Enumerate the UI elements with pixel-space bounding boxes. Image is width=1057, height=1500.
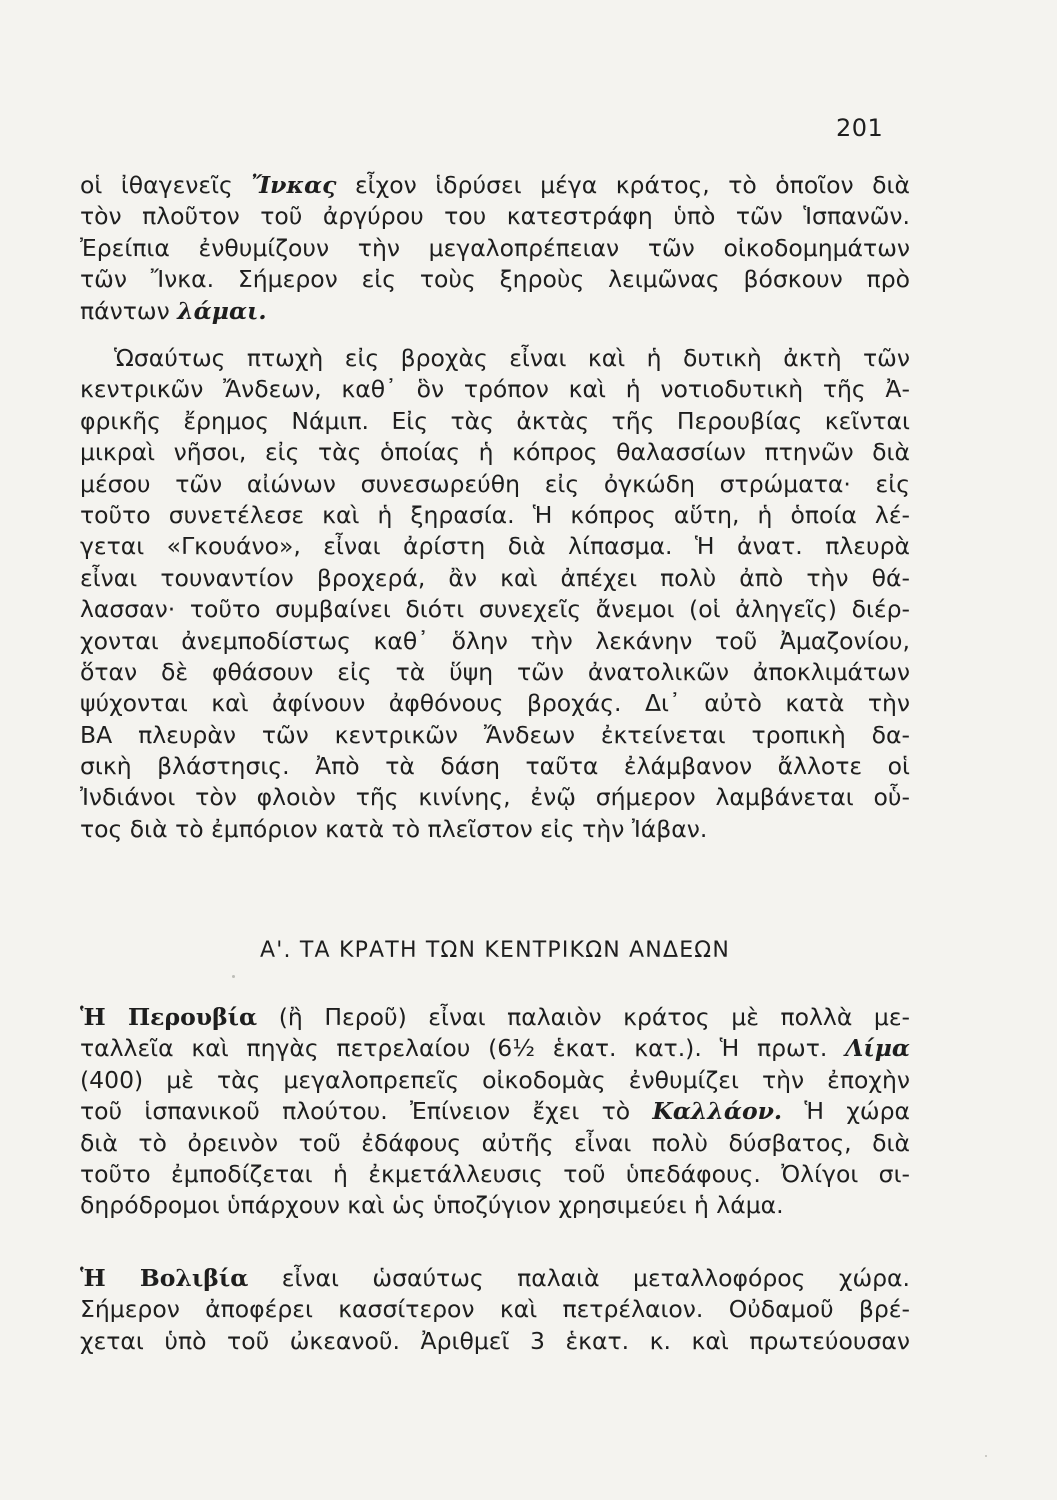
- text-line: [80, 1326, 910, 1357]
- text-line: [80, 1033, 910, 1064]
- text-line: [80, 563, 910, 594]
- text-line: [80, 500, 910, 531]
- text-run: εἶναι ὡσαύτως παλαιὰ μεταλλοφόρος χώρα.: [248, 1264, 911, 1292]
- paper-speck: [232, 975, 235, 978]
- text-run: χονται ἀνεμποδίστως καθ᾿ ὅλην τὴν λεκάνην τοῦ Ἀμαζονίου,: [80, 626, 910, 655]
- text-line: [80, 296, 910, 327]
- text-run: τοῦ ἱσπανικοῦ πλούτου. Ἐπίνειον ἔχει τὸ: [80, 1097, 653, 1126]
- page-number: 201: [836, 114, 884, 142]
- text-run: σικὴ βλάστησις. Ἀπὸ τὰ δάση ταῦτα ἐλάμβανον ἄλλοτε οἱ: [80, 752, 910, 781]
- text-run: εἶναι τουναντίον βροχερά, ἂν καὶ ἀπέχει πολὺ ἀπὸ τὴν θά-: [80, 563, 910, 592]
- text-line: [80, 720, 910, 751]
- emphasis-term: λάμαι.: [177, 296, 267, 325]
- text-line: [80, 626, 910, 657]
- text-run: ψύχονται καὶ ἀφίνουν ἀφθόνους βροχάς. Δι᾿ αὐτὸ κατὰ τὴν: [80, 689, 910, 718]
- text-run: τὸν πλοῦτον τοῦ ἀργύρου του κατεστράφη ὑπὸ τῶν Ἱσπανῶν.: [80, 202, 910, 231]
- text-run: χεται ὑπὸ τοῦ ὠκεανοῦ. Ἀριθμεῖ 3 ἑκατ. κ. καὶ πρωτεύουσαν: [80, 1326, 910, 1355]
- text-run: μικραὶ νῆσοι, εἰς τὰς ὁποίας ἡ κόπρος θαλασσίων πτηνῶν διὰ: [80, 438, 910, 467]
- text-line: [80, 1190, 910, 1221]
- emphasis-term: Καλλάον.: [652, 1097, 783, 1126]
- text-line: [80, 201, 910, 232]
- text-run: οἱ ἰθαγενεῖς: [80, 171, 252, 199]
- text-run: λασσαν· τοῦτο συμβαίνει διότι συνεχεῖς ἄνεμοι (οἱ ἀληγεῖς) διέρ-: [80, 595, 910, 624]
- text-line: [80, 1263, 910, 1294]
- text-run: δηρόδρομοι ὑπάρχουν καὶ ὡς ὑποζύγιον χρησιμεύει ἡ λάμα.: [80, 1191, 784, 1220]
- text-run: (ἢ Περοῦ) εἶναι παλαιὸν κράτος μὲ πολλὰ με-: [257, 1003, 911, 1031]
- text-run: Ὡσαύτως πτωχὴ εἰς βροχὰς εἶναι καὶ ἡ δυτικὴ ἀκτὴ τῶν: [114, 344, 910, 372]
- paragraph-peru: [80, 1002, 910, 1222]
- text-run: τοῦτο συνετέλεσε καὶ ἡ ξηρασία. Ἡ κόπρος αὕτη, ἡ ὁποία λέ-: [80, 500, 910, 529]
- text-line: [80, 233, 910, 264]
- text-line: [80, 374, 910, 405]
- text-line: [80, 1096, 910, 1127]
- text-run: εἶχον ἱδρύσει μέγα κράτος, τὸ ὁποῖον διὰ: [336, 171, 910, 199]
- text-line: [80, 1002, 910, 1033]
- paper-speck: [985, 1455, 987, 1457]
- text-line: [80, 1294, 910, 1325]
- emphasis-term: Ἴνκας: [251, 171, 337, 199]
- text-line: [80, 594, 910, 625]
- text-run: (400) μὲ τὰς μεγαλοπρεπεῖς οἰκοδομὰς ἐνθυμίζει τὴν ἐποχὴν: [80, 1065, 910, 1094]
- text-line: [80, 751, 910, 782]
- text-run: ταλλεῖα καὶ πηγὰς πετρελαίου (6½ ἑκατ. κατ.). Ἡ πρωτ.: [80, 1034, 846, 1063]
- text-run: Ἡ χώρα: [782, 1097, 910, 1126]
- text-run: Ἐρείπια ἐνθυμίζουν τὴν μεγαλοπρέπειαν τῶν οἰκοδομημάτων: [80, 233, 910, 262]
- text-run: τοῦτο ἐμποδίζεται ἡ ἐκμετάλλευσις τοῦ ὑπεδάφους. Ὀλίγοι σι-: [80, 1159, 910, 1188]
- text-line: [80, 406, 910, 437]
- paragraph-west-coast-dryness: [80, 343, 910, 845]
- text-line: [80, 264, 910, 295]
- emphasis-term: Λίμα: [845, 1034, 910, 1063]
- section-heading: Α'. ΤΑ ΚΡΑΤΗ ΤΩΝ ΚΕΝΤΡΙΚΩΝ ΑΝΔΕΩΝ: [260, 938, 730, 963]
- text-run: τῶν Ἴνκα. Σήμερον εἰς τοὺς ξηροὺς λειμῶνας βόσκουν πρὸ: [80, 265, 910, 294]
- text-line: [80, 1159, 910, 1190]
- text-line: [80, 688, 910, 719]
- paragraph-bolivia: [80, 1263, 910, 1357]
- text-line: [80, 437, 910, 468]
- text-run: Σήμερον ἀποφέρει κασσίτερον καὶ πετρέλαιον. Οὐδαμοῦ βρέ-: [80, 1295, 910, 1324]
- text-line: [80, 531, 910, 562]
- text-line: [80, 1065, 910, 1096]
- text-line: [80, 814, 910, 845]
- text-run: διὰ τὸ ὀρεινὸν τοῦ ἐδάφους αὐτῆς εἶναι πολὺ δύσβατος, διὰ: [80, 1128, 910, 1157]
- country-name: Ἡ Βολιβία: [80, 1264, 249, 1292]
- text-line: [80, 469, 910, 500]
- text-run: πάντων: [80, 296, 178, 325]
- text-line: [80, 782, 910, 813]
- text-run: κεντρικῶν Ἄνδεων, καθ᾿ ὃν τρόπον καὶ ἡ νοτιοδυτικὴ τῆς Ἀ-: [80, 375, 910, 404]
- text-line: [80, 343, 910, 374]
- text-run: μέσου τῶν αἰώνων συνεσωρεύθη εἰς ὀγκώδη στρώματα· εἰς: [80, 469, 910, 498]
- text-run: ὅταν δὲ φθάσουν εἰς τὰ ὕψη τῶν ἀνατολικῶν ἀποκλιμάτων: [80, 657, 910, 686]
- text-line: [80, 1128, 910, 1159]
- text-line: [80, 170, 910, 201]
- country-name: Ἡ Περουβία: [80, 1003, 258, 1031]
- text-run: τος διὰ τὸ ἐμπόριον κατὰ τὸ πλεῖστον εἰς τὴν Ἰάβαν.: [80, 814, 708, 843]
- text-run: γεται «Γκουάνο», εἶναι ἀρίστη διὰ λίπασμα. Ἡ ἀνατ. πλευρὰ: [80, 532, 910, 561]
- text-run: φρικῆς ἔρημος Νάμιπ. Εἰς τὰς ἀκτὰς τῆς Περουβίας κεῖνται: [80, 406, 910, 435]
- text-line: [80, 657, 910, 688]
- text-run: Ἰνδιάνοι τὸν φλοιὸν τῆς κινίνης, ἐνῷ σήμερον λαμβάνεται οὗ-: [80, 783, 910, 812]
- text-run: ΒΑ πλευρὰν τῶν κεντρικῶν Ἄνδεων ἐκτείνεται τροπικὴ δα-: [80, 720, 910, 749]
- paragraph-inka-empire: [80, 170, 910, 327]
